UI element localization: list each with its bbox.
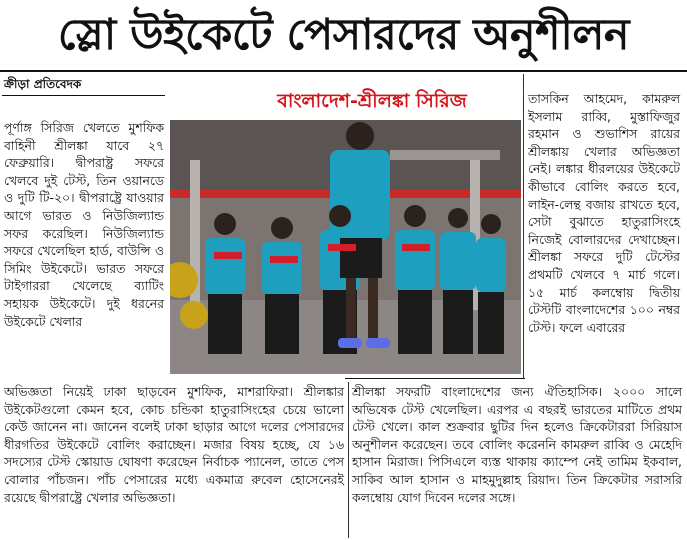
training-photo-illustration xyxy=(170,120,521,374)
article-text-right: তাসকিন আহমেদ, কামরুল ইসলাম রাব্বি, মুস্তাফিজুর রহমান ও শুভাশিস রায়ের শ্রীলঙ্কায় খেলার অভিজ্ঞতা নেই। লঙ্কার ধীরলয়ের উইকেটে কীভাবে বোলিং করতে হবে, লাইন-লেন্থ বজায় রাখতে হবে, সেটা বুঝাতে হাতুরাসিংহে নিজেই বোলারদের দেখাচ্ছেন। শ্রীলঙ্কা সফরে দুটি টেস্টের প্রথমটি খেলবে ৭ মার্চ গলে। ১৫ মার্চ কলম্বোয় দ্বিতীয় টেস্টটি বাংলাদেশের ১০০ নম্বর টেস্ট। ফলে এবারের xyxy=(528,91,680,335)
article-column-right xyxy=(528,90,680,336)
article-column-left xyxy=(4,119,164,330)
byline-rule xyxy=(2,95,165,96)
article-column-bottom-left xyxy=(4,383,344,506)
article-column-bottom-right xyxy=(352,383,682,506)
column-divider-bottom xyxy=(348,382,349,538)
column-divider-right xyxy=(523,74,524,379)
headline: স্লো উইকেটে পেসারদের অনুশীলন xyxy=(57,10,630,60)
training-photo xyxy=(170,120,521,374)
series-banner: বাংলাদেশ-শ্রীলঙ্কা সিরিজ xyxy=(277,90,467,112)
article-text-bottom-right: শ্রীলঙ্কা সফরটি বাংলাদেশের জন্য ঐতিহাসিক। ২০০০ সালে অভিষেক টেস্ট খেলেছিল। এরপর এ বছরই ভারতের মাটিতে প্রথম টেস্ট খেলে। কাল শুক্রবার ছুটির দিন হলেও ক্রিকেটাররা সিরিয়াস অনুশীলন করেছেন। তবে বোলিং করেননি কামরুল রাব্বি ও মেহেদি হাসান মিরাজ। পিসিএলে ব্যস্ত থাকায় ক্যাম্পে নেই তামিম ইকবাল, সাকিব আল হাসান ও মাহমুদুল্লাহ রিয়াদ। তিন ক্রিকেটার সরাসরি কলম্বোয় যোগ দিবেন দলের সঙ্গে। xyxy=(352,384,682,505)
byline: ক্রীড়া প্রতিবেদক xyxy=(4,77,82,91)
article-text-bottom-left: অভিজ্ঞতা নিয়েই ঢাকা ছাড়বেন মুশফিক, মাশরাফিরা। শ্রীলঙ্কার উইকেটগুলো কেমন হবে, কোচ চন্ডিকা হাতুরাসিংহের চেয়ে ভালো কেউ জানেন না। জানেন বলেই ঢাকা ছাড়ার আগে দলের পেসারদের ধীরগতির উইকেটে বোলিং করাচ্ছেন। মজার বিষয় হচ্ছে, যে ১৬ সদস্যের টেস্ট স্কোয়াড ঘোষণা করেছেন নির্বাচক প্যানেল, তাতে পেস বোলার পাঁচজন। পাঁচ পেসারের মধ্যে একমাত্র রুবেল হোসেনেরই রয়েছে দ্বীপরাষ্ট্রে খেলার অভিজ্ঞতা। xyxy=(4,384,344,505)
bottom-rule xyxy=(345,378,525,379)
article-text-left: পূর্ণাঙ্গ সিরিজ খেলতে মুশফিক বাহিনী শ্রীলঙ্কা যাবে ২৭ ফেব্রুয়ারি। দ্বীপরাষ্ট্র সফরে খেলবে দুই টেস্ট, তিন ওয়ানডে ও দুটি টি-২০। দ্বীপরাষ্ট্রে যাওয়ার আগে ভারত ও নিউজিল্যান্ড সফর করেছিল। নিউজিল্যান্ড সফরে খেলেছিল হার্ড, বাউন্সি ও সিমিং উইকেটে। ভারত সফরে টাইগাররা খেলেছে ব্যাটিং সহায়ক উইকেটে। দুই ধরনের উইকেটে খেলার xyxy=(4,120,164,329)
headline-rule xyxy=(0,70,687,72)
